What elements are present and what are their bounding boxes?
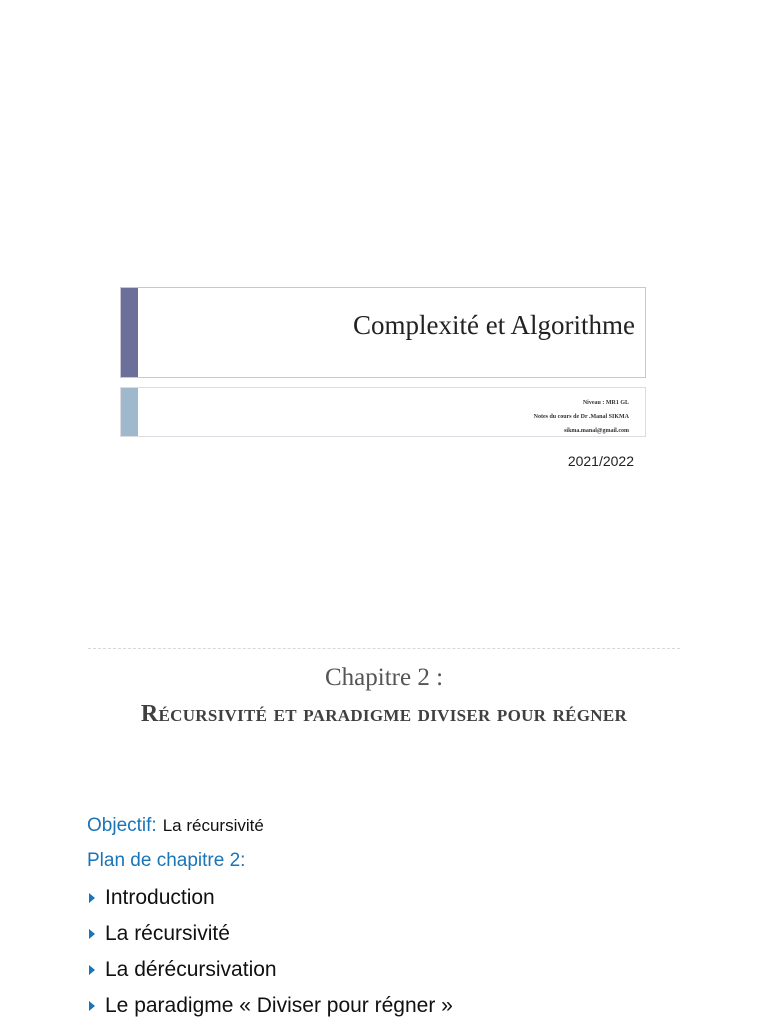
author-email: sikma.manal@gmail.com — [564, 428, 629, 434]
subtitle-accent-bar — [121, 388, 138, 436]
course-notes-author: Notes du cours de Dr .Manal SIKMA — [533, 414, 629, 420]
triangle-right-icon — [89, 1001, 95, 1011]
subtitle-box — [120, 387, 646, 437]
triangle-right-icon — [89, 893, 95, 903]
title-box — [120, 287, 646, 378]
course-info — [534, 396, 629, 438]
objective-line — [87, 815, 264, 837]
plan-list — [87, 880, 453, 1024]
chapter-label: Chapitre 2 : — [324, 664, 444, 691]
list-item-label: Introduction — [105, 886, 215, 909]
objective-label: Objectif: — [87, 815, 157, 836]
list-item-label: La récursivité — [105, 922, 230, 945]
list-item — [87, 952, 453, 988]
objective-value: La récursivité — [162, 816, 264, 835]
plan-label: Plan de chapitre 2: — [87, 850, 246, 871]
list-item — [87, 916, 453, 952]
course-level: Niveau : MR1 GL — [582, 400, 629, 406]
title-accent-bar — [121, 288, 138, 377]
triangle-right-icon — [89, 965, 95, 975]
list-item — [87, 880, 453, 916]
academic-year: 2021/2022 — [567, 453, 634, 469]
list-item — [87, 988, 453, 1024]
page-separator — [88, 648, 680, 649]
course-title: Complexité et Algorithme — [353, 310, 635, 340]
triangle-right-icon — [89, 929, 95, 939]
list-item-label: Le paradigme « Diviser pour régner » — [105, 994, 453, 1017]
chapter-title: Récursivité et paradigme diviser pour régner — [140, 701, 628, 727]
list-item-label: La dérécursivation — [105, 958, 277, 981]
